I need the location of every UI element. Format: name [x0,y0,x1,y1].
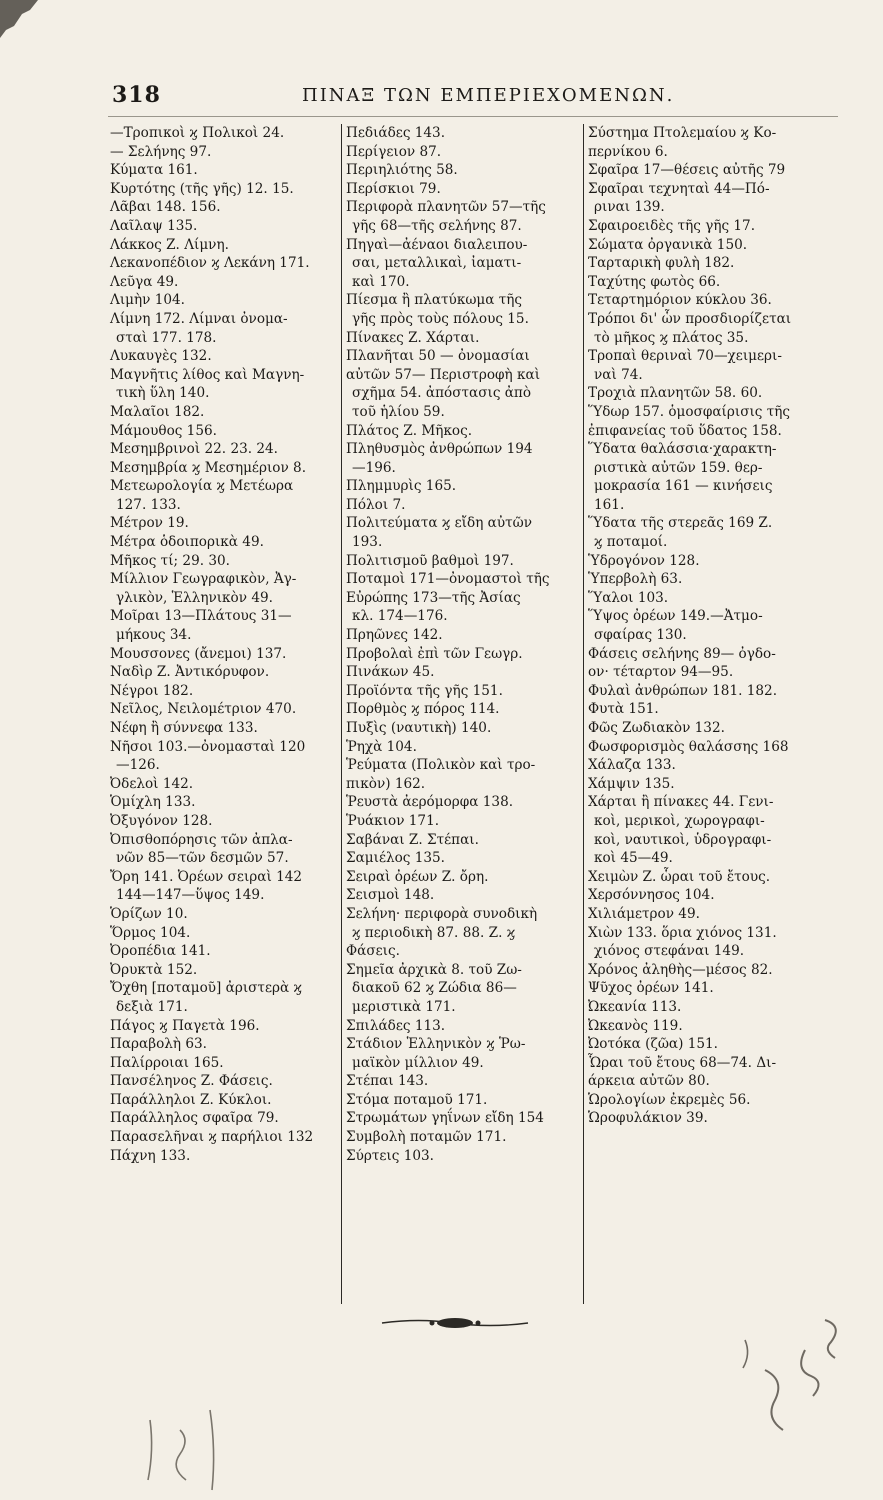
index-entry: Λεῦγα 49. [110,273,179,290]
index-entry: Ὠοτόκα (ζῶα) 151. [588,1036,718,1053]
index-entry: —Τροπικοὶ ϗ Πολικοὶ 24. [110,125,285,141]
index-entry: Πάχνη 133. [110,1147,191,1164]
index-entry: σταὶ 177. 178. [116,329,217,346]
index-entry: μήκους 34. [116,627,192,644]
index-entry: τικὴ ὕλη 140. [116,385,210,402]
index-entry: τοῦ ἡλίου 59. [352,403,445,420]
page-corner-stain [0,0,40,40]
index-entry: Στόμα ποταμοῦ 171. [346,1091,488,1108]
index-entry: Μοῖραι 13—Πλάτους 31— [110,608,292,625]
index-entry: πικὸν) 162. [346,775,426,792]
index-entry: γλικὸν, Ἑλληνικὸν 49. [116,589,273,606]
index-entry: Λυκαυγὲς 132. [110,348,212,365]
running-title: ΠΙΝΑΞ ΤΩΝ ΕΜΠΕΡΙΕΧΟΜΕΝΩΝ. [302,85,675,106]
index-entry: Σφαῖραι τεχνηταὶ 44—Πό- [588,180,770,197]
index-entry: Τεταρτημόριον κύκλου 36. [588,292,772,309]
index-entry: Πληθυσμὸς ἀνθρώπων 194 [346,441,533,458]
index-entry: Εὐρώπης 173—τῆς Ἀσίας [346,589,521,606]
index-entry: Λάκκος Ζ. Λίμνη. [110,236,229,253]
index-entry: Χρόνος ἀληθὴς—μέσος 82. [588,961,773,978]
index-entry: Σφαιροειδὲς τῆς γῆς 17. [588,217,756,234]
index-entry: ριναι 139. [594,199,665,216]
index-column-3 [588,124,828,1128]
index-entry: Τροχιὰ πλανητῶν 58. 60. [588,385,763,402]
index-entry: Στρωμάτων γηΐνων εἴδη 154 [346,1110,544,1127]
index-entry: Ψῦχος ὀρέων 141. [588,980,714,997]
index-entry: Ῥηχὰ 104. [346,738,417,755]
index-entry: 127. 133. [116,496,181,513]
index-entry: μοκρασία 161 — κινήσεις [594,478,773,495]
index-entry: Χειμὼν Ζ. ὧραι τοῦ ἔτους. [588,868,771,885]
index-entry: Λιμὴν 104. [110,292,185,309]
index-entry: Λᾶβαι 148. 156. [110,199,221,216]
index-entry: Ὡροφυλάκιον 39. [588,1110,708,1127]
index-entry: Πηγαὶ—ἀέναοι διαλειπου- [346,236,528,253]
index-entry: Πολιτεύματα ϗ εἴδη αὐτῶν [346,515,532,532]
index-entry: Παλίρροιαι 165. [110,1054,224,1071]
index-entry: Ὑπερβολὴ 63. [588,571,683,588]
index-entry: Φυτὰ 151. [588,701,659,718]
index-entry: Μέτρα ὁδοιπορικὰ 49. [110,534,264,551]
index-entry: Μεσημβρινοὶ 22. 23. 24. [110,441,278,458]
index-entry: Σώματα ὀργανικὰ 150. [588,236,748,253]
index-entry: Στέπαι 143. [346,1073,429,1090]
index-entry: μεριστικὰ 171. [352,998,456,1015]
index-entry: Ὄρη 141. Ὀρέων σειραὶ 142 [110,868,303,885]
index-entry: Ὡρολογίων ἐκρεμὲς 56. [588,1091,751,1108]
index-entry: Πόλοι 7. [346,496,406,513]
index-entry: ριστικὰ αὐτῶν 159. θερ- [594,459,763,476]
index-entry: Σεισμοὶ 148. [346,887,435,904]
index-entry: Μαγνῆτις λίθος καὶ Μαγνη- [110,366,305,383]
index-entry: Ὀροπέδια 141. [110,943,211,960]
index-entry: Σημεῖα ἀρχικὰ 8. τοῦ Ζω- [346,961,522,978]
index-entry: Πίνακες Ζ. Χάρται. [346,329,480,346]
index-entry: κλ. 174—176. [352,608,448,625]
column-divider [341,124,342,1304]
pencil-marginalia [735,1310,855,1470]
index-entry: Ὀδελοὶ 142. [110,775,194,792]
index-entry: Ὠκεανία 113. [588,998,682,1015]
index-entry: Σαβάναι Ζ. Στέπαι. [346,831,479,848]
index-entry: χιόνος στεφάναι 149. [594,943,745,960]
column-divider [583,124,584,1304]
index-entry: Ῥευστὰ ἀερόμορφα 138. [346,794,514,811]
index-entry: τὸ μῆκος ϗ πλάτος 35. [594,329,749,346]
index-entry: Ὕδατα θαλάσσια·χαρακτη- [588,441,777,458]
index-entry: 144—147—ὕψος 149. [116,887,265,904]
index-entry: Μῆκος τί; 29. 30. [110,552,230,569]
index-entry: Χιλιάμετρον 49. [588,905,700,922]
index-column-2 [346,124,578,1165]
index-entry: ἐπιφανείας τοῦ ὕδατος 158. [588,422,782,439]
index-entry: ναὶ 74. [594,366,643,383]
index-entry: Φάσεις σελήνης 89— ὀγδο- [588,645,776,662]
index-entry: Περιφορὰ πλανητῶν 57—τῆς [346,199,546,216]
index-entry: άρκεια αὐτῶν 80. [588,1073,710,1090]
index-entry: Περίγειον 87. [346,143,442,160]
index-entry: Ὁμίχλη 133. [110,794,196,811]
index-entry: Μεσημβρία ϗ Μεσημέριον 8. [110,459,307,476]
index-entry: —196. [352,459,396,476]
index-entry: Λαῖλαψ 135. [110,217,198,234]
index-entry: Ῥεύματα (Πολικὸν καὶ τρο- [346,757,536,774]
index-entry: Σειραὶ ὀρέων Ζ. ὄρη. [346,868,489,885]
index-entry: Προβολαὶ ἐπὶ τῶν Γεωγρ. [346,645,523,662]
index-entry: Μουσσονες (ἄνεμοι) 137. [110,645,287,662]
index-entry: Πεδιάδες 143. [346,125,446,141]
index-entry: Ταρταρικὴ φυλὴ 182. [588,255,735,272]
index-entry: Χάλαζα 133. [588,757,676,774]
index-entry: Ὀξυγόνον 128. [110,812,213,829]
index-entry: δεξιὰ 171. [116,998,188,1015]
index-entry: Χάμψιν 135. [588,775,675,792]
index-entry: Ὧραι τοῦ ἔτους 68—74. Δι- [588,1054,777,1071]
index-entry: ϗ ποταμοί. [594,534,668,551]
index-entry: κοὶ, ναυτικοὶ, ὑδρογραφι- [594,831,772,848]
index-entry: γῆς πρὸς τοὺς πόλους 15. [352,310,529,327]
index-entry: Περίσκιοι 79. [346,180,441,197]
index-entry: Παραβολὴ 63. [110,1036,207,1053]
index-entry: —126. [116,757,160,774]
index-entry: Ὄχθη [ποταμοῦ] ἀριστερὰ ϗ [110,980,302,997]
index-entry: Πρηῶνες 142. [346,627,443,644]
index-entry: Πάγος ϗ Παγετὰ 196. [110,1017,260,1034]
index-entry: Ταχύτης φωτὸς 66. [588,273,721,290]
index-entry: Ὕδατα τῆς στερεᾶς 169 Ζ. [588,515,773,532]
index-column-1 [110,124,338,1165]
index-entry: Φῶς Ζωδιακὸν 132. [588,720,725,736]
index-entry: Ῥυάκιον 171. [346,812,440,829]
index-entry: Σελήνη· περιφορὰ συνοδικὴ [346,905,538,922]
index-entry: διακοῦ 62 ϗ Ζώδια 86— [352,980,517,997]
index-entry: Ναδὶρ Ζ. Ἀντικόρυφον. [110,664,270,681]
index-entry: Ὁρίζων 10. [110,905,188,922]
index-entry: ον· τέταρτον 94—95. [588,664,734,681]
index-entry: Νέγροι 182. [110,682,194,699]
index-entry: σχῆμα 54. ἀπόστασις ἀπὸ [352,385,532,402]
header-rule [108,116,838,117]
index-entry: Πλανῆται 50 — ὀνομασίαι [346,348,530,365]
index-entry: Τροπαὶ θεριναὶ 70—χειμερι- [588,348,782,365]
index-entry: Νεῖλος, Νειλομέτριον 470. [110,701,297,718]
index-entry: Πίεσμα ἢ πλατύκωμα τῆς [346,292,523,309]
index-entry: Ὑδρογόνον 128. [588,552,700,569]
index-entry: Φυλαὶ ἀνθρώπων 181. 182. [588,682,778,699]
index-entry: Νῆσοι 103.—ὀνομασταὶ 120 [110,738,306,755]
index-entry: σφαίρας 130. [594,627,687,644]
index-entry: Κυρτότης (τῆς γῆς) 12. 15. [110,180,294,197]
index-entry: Σύστημα Πτολεμαίου ϗ Κο- [588,125,777,141]
page-number: 318 [112,82,161,108]
index-entry: Μάμουθος 156. [110,422,217,439]
index-entry: Μίλλιον Γεωγραφικὸν, Ἀγ- [110,571,297,588]
index-entry: Σύρτεις 103. [346,1147,434,1164]
index-entry: περνίκου 6. [588,143,668,160]
index-entry: Ὀρυκτὰ 152. [110,961,198,978]
index-entry: μαϊκὸν μίλλιον 49. [352,1054,484,1071]
index-entry: Νέφη ἢ σύννεφα 133. [110,720,258,736]
index-entry: Λίμνη 172. Λίμναι ὀνομα- [110,310,288,327]
index-entry: σαι, μεταλλικαὶ, ἰαματι- [352,255,522,272]
index-entry: Παράλληλος σφαῖρα 79. [110,1110,279,1127]
index-entry: αὐτῶν 57— Περιστροφὴ καὶ [346,366,541,383]
index-entry: Ὀπισθοπόρησις τῶν ἀπλα- [110,831,293,848]
index-entry: Στάδιον Ἑλληνικὸν ϗ Ῥω- [346,1036,526,1053]
index-entry: Ὕαλοι 103. [588,589,669,606]
index-entry: Προϊόντα τῆς γῆς 151. [346,682,503,699]
index-entry: Σφαῖρα 17—θέσεις αὐτῆς 79 [588,162,786,179]
index-entry: Περιηλιότης 58. [346,162,458,179]
index-entry: Ποταμοὶ 171—ὀνομαστοὶ τῆς [346,571,550,588]
index-entry: Παρασελῆναι ϗ παρήλιοι 132 [110,1129,314,1146]
index-entry: Χιὼν 133. ὅρια χιόνος 131. [588,924,777,941]
index-entry: Πλημμυρὶς 165. [346,478,457,495]
index-entry: γῆς 68—τῆς σελήνης 87. [352,217,522,234]
index-entry: Μετεωρολογία ϗ Μετέωρα [110,478,294,495]
index-entry: Χάρται ἢ πίνακες 44. Γενι- [588,794,774,811]
index-entry: κοὶ 45—49. [594,850,673,867]
index-entry: Πινάκων 45. [346,664,435,681]
index-entry: Φωσφορισμὸς θαλάσσης 168 [588,738,789,755]
index-entry: Μαλαῖοι 182. [110,403,205,420]
index-entry: Πλάτος Ζ. Μῆκος. [346,422,473,439]
index-entry: Συμβολὴ ποταμῶν 171. [346,1129,507,1146]
index-entry: κοὶ, μερικοὶ, χωρογραφι- [594,812,765,829]
index-entry: Ὠκεανὸς 119. [588,1017,683,1034]
index-entry: Πανσέληνος Ζ. Φάσεις. [110,1073,273,1090]
index-entry: Ὕψος ὀρέων 149.—Ἀτμο- [588,608,763,625]
page-header [112,82,832,116]
index-entry: Παράλληλοι Ζ. Κύκλοι. [110,1091,272,1108]
pencil-marginalia [140,1400,240,1500]
index-entry: καὶ 170. [352,273,410,290]
index-entry: 161. [594,496,625,513]
index-entry: 193. [352,534,383,551]
index-entry: Μέτρον 19. [110,515,189,532]
index-entry: Σαμιέλος 135. [346,850,445,867]
index-entry: Ὕδωρ 157. ὁμοσφαίρισις τῆς [588,403,791,420]
index-entry: — Σελήνης 97. [110,143,212,160]
index-entry: Φάσεις. [346,943,400,960]
index-entry: Λεκανοπέδιον ϗ Λεκάνη 171. [110,255,310,272]
ornamental-tailpiece [380,1316,530,1330]
index-entry: Χερσόννησος 104. [588,887,715,904]
index-entry: Τρόποι δι' ὧν προσδιορίζεται [588,310,792,327]
index-entry: Πυξὶς (ναυτικὴ) 140. [346,720,492,736]
index-entry: Πολιτισμοῦ βαθμοὶ 197. [346,552,514,569]
index-entry: Ὅρμος 104. [110,924,191,941]
index-entry: ϗ περιοδικὴ 87. 88. Ζ. ϗ [352,924,516,941]
index-entry: Πορθμὸς ϗ πόρος 114. [346,701,500,718]
index-entry: νῶν 85—τῶν δεσμῶν 57. [116,850,289,867]
index-entry: Κύματα 161. [110,162,198,179]
index-entry: Σπιλάδες 113. [346,1017,446,1034]
